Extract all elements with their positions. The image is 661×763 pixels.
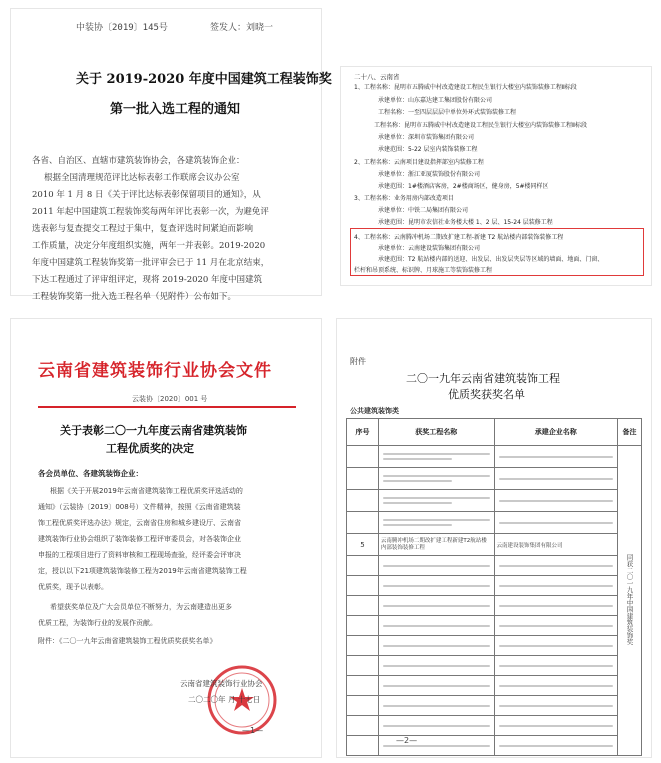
table-row [347, 636, 642, 656]
page3-body-line: 建筑装饰行业协会组织了装饰装修工程评审委员会，对各装饰企业 [38, 535, 241, 543]
page3-org-title: 云南省建筑装饰行业协会文件 [38, 361, 272, 381]
page1-doc-number: 中装协〔2019〕145号 [76, 23, 168, 33]
page2-line: 工程名称：一至四层层层中单位外环式装饰装修工程 [378, 109, 517, 116]
page4-attach-label: 附件 [350, 357, 366, 366]
table-row [347, 512, 642, 534]
row5-number: 5 [347, 534, 379, 556]
page2-line: 承建单位：浙江亚厦装饰股份有限公司 [378, 171, 481, 178]
page3-doc-number: 云装协〔2020〕001 号 [132, 395, 208, 403]
col-header-company: 承建企业名称 [494, 419, 618, 446]
page2-highlight-line: 承建范围：T2 航站楼内部的送迎、出发层、出发层夹层等区域的墙面、地面、门窗、 [378, 256, 604, 263]
award-table [346, 418, 642, 756]
page2-line: 承建范围：5-22 层室内装饰装修工程 [378, 146, 478, 153]
table-row-highlight [347, 534, 642, 556]
page1-body-line: 年度中国建筑工程装饰奖第一批评审会已于 11 月在北京结束， [32, 258, 270, 268]
page1-body-line: 2011 年起中国建筑工程装饰奖每两年评比表彰一次，为避免评 [32, 207, 269, 217]
page1-body-line: 根据全国清理规范评比达标表彰工作联席会议办公室 [44, 173, 240, 183]
page2-line: 1、工程名称：昆明市五腾威中村改造建设工程民生银行大楼室内装饰装修工程Ⅱ标段 [354, 84, 577, 91]
page4-title-line1: 二〇一九年云南省建筑装饰工程 [406, 372, 560, 385]
page2-header: 二十八、云南省 [354, 73, 400, 81]
table-row [347, 696, 642, 716]
page3-body-line: 优质奖，现予以表彰。 [38, 583, 108, 591]
page1-body-line: 工作质量，决定分年度组织实施，两年一并表彰。2019-2020 [32, 241, 266, 251]
remark-cell [618, 446, 642, 756]
page-1-notice [10, 8, 332, 302]
page2-line: 承建范围：1#楼酒店客房，2#楼商场区，健身房，5#楼同样区 [378, 183, 549, 190]
page1-body-line: 工程装饰奖第一批入选工程名单（见附件）公布如下。 [32, 292, 237, 302]
page3-body-line: 申报的工程项目进行了资料审核和工程现场查验，经评委会评审决 [38, 551, 241, 559]
table-row [347, 596, 642, 616]
page2-line: 工程名称：昆明市五腾威中村改造建设工程民生银行大楼室内装饰装修工程Ⅱ标段 [374, 122, 587, 129]
page1-salutation: 各省、自治区、直辖市建筑装饰协会，各建筑装饰企业： [32, 156, 245, 166]
page3-salutation: 各会员单位、各建筑装饰企业： [38, 469, 143, 478]
remark-text: 同获二〇一九年中国建筑装饰奖 [625, 554, 634, 645]
page3-title-line1: 关于表彰二〇一九年度云南省建筑装饰 [60, 424, 247, 437]
table-row [347, 446, 642, 468]
page3-sign-org: 云南省建筑装饰行业协会 [180, 679, 263, 688]
page3-title-line2: 工程优质奖的决定 [106, 442, 194, 455]
table-row [347, 576, 642, 596]
page4-section-label: 公共建筑装饰类 [350, 407, 399, 415]
page2-line: 3、工程名称：业务用房内部改造项目 [354, 195, 454, 202]
page4-page-number: —2— [396, 736, 418, 745]
page3-sign-date: 二〇二〇年 月 十七日 [188, 695, 261, 704]
page3-page-number: —1— [242, 726, 264, 735]
page2-line: 承建范围：昆明市农信社业务楼大楼 1、2 层、15-24 层装修工程 [378, 219, 553, 226]
page3-body-line: 通知》（云装协〔2019〕008号）文件精神，按照《云南省建筑装 [38, 503, 241, 511]
page2-line: 承建单位：深圳市装饰集团有限公司 [378, 134, 475, 141]
page3-red-rule [38, 406, 296, 408]
col-header-project: 获奖工程名称 [378, 419, 494, 446]
page2-highlight-line: 4、工程名称：云南腾冲机场二期改扩建工程-新建 T2 航站楼内部装饰装修工程 [354, 234, 564, 241]
page3-body-line: 饰工程优质奖评选办法》规定，云南省住房和城乡建设厅、云南省 [38, 519, 241, 527]
col-header-no: 序号 [347, 419, 379, 446]
row5-company: 云南建设装饰集团有限公司 [494, 534, 618, 556]
row5-project: 云南腾冲机场二期改扩建工程新建T2航站楼内部装饰装修工程 [378, 534, 494, 556]
page2-line: 2、工程名称：云南项目建设指挥部室内装修工程 [354, 159, 484, 166]
page2-highlight-line: 承建单位：云南建设装饰集团有限公司 [378, 245, 481, 252]
col-header-remark: 备注 [618, 419, 642, 446]
page1-title-line2: 第一批入选工程的通知 [110, 102, 241, 117]
page3-body-line: 优质工程，为装饰行业的发展作贡献。 [38, 619, 157, 627]
table-row [347, 490, 642, 512]
page3-body-line: 希望获奖单位及广大会员单位不断努力，为云南建造出更多 [50, 603, 232, 611]
page1-signer: 签发人：刘晓一 [210, 23, 274, 33]
table-row [347, 616, 642, 636]
page1-body-line: 2010 年 1 月 8 日《关于评比达标表彰保留项目的通知》，从 [32, 190, 261, 200]
table-row [347, 468, 642, 490]
page3-body-line: 定，授以以下21项建筑装饰装修工程为2019年云南省建筑装饰工程 [38, 567, 247, 575]
award-table-header [347, 419, 642, 446]
page2-line: 承建单位：中铁二局集团有限公司 [378, 207, 469, 214]
page3-body-line: 根据《关于开展2019年云南省建筑装饰工程优质奖评选活动的 [50, 487, 243, 495]
page2-line: 承建单位：山东嘉达建工集团股份有限公司 [378, 97, 493, 104]
page-2-list [340, 66, 652, 286]
table-row [347, 736, 642, 756]
table-row [347, 676, 642, 696]
page2-highlight-line: 栏杆和吊顶系统、标识牌、月球施工等装饰装修工程 [354, 267, 493, 274]
page1-body-line: 选表彰与复查提交工程过于集中，复查评选时间紧迫而影响 [32, 224, 254, 234]
page4-title-line2: 优质奖获奖名单 [448, 388, 525, 401]
page1-title-line1: 关于 2019-2020 年度中国建筑工程装饰奖 [76, 72, 332, 87]
page-3-decision [10, 318, 322, 758]
table-row [347, 556, 642, 576]
page3-body-line: 附件：《二〇一九年云南省建筑装饰工程优质奖获奖名单》 [38, 637, 217, 645]
table-row [347, 656, 642, 676]
page-4-award-list [336, 318, 652, 758]
table-row [347, 716, 642, 736]
page1-body-line: 下达工程通过了评审组评定，现将 2019-2020 年度中国建筑 [32, 275, 263, 285]
